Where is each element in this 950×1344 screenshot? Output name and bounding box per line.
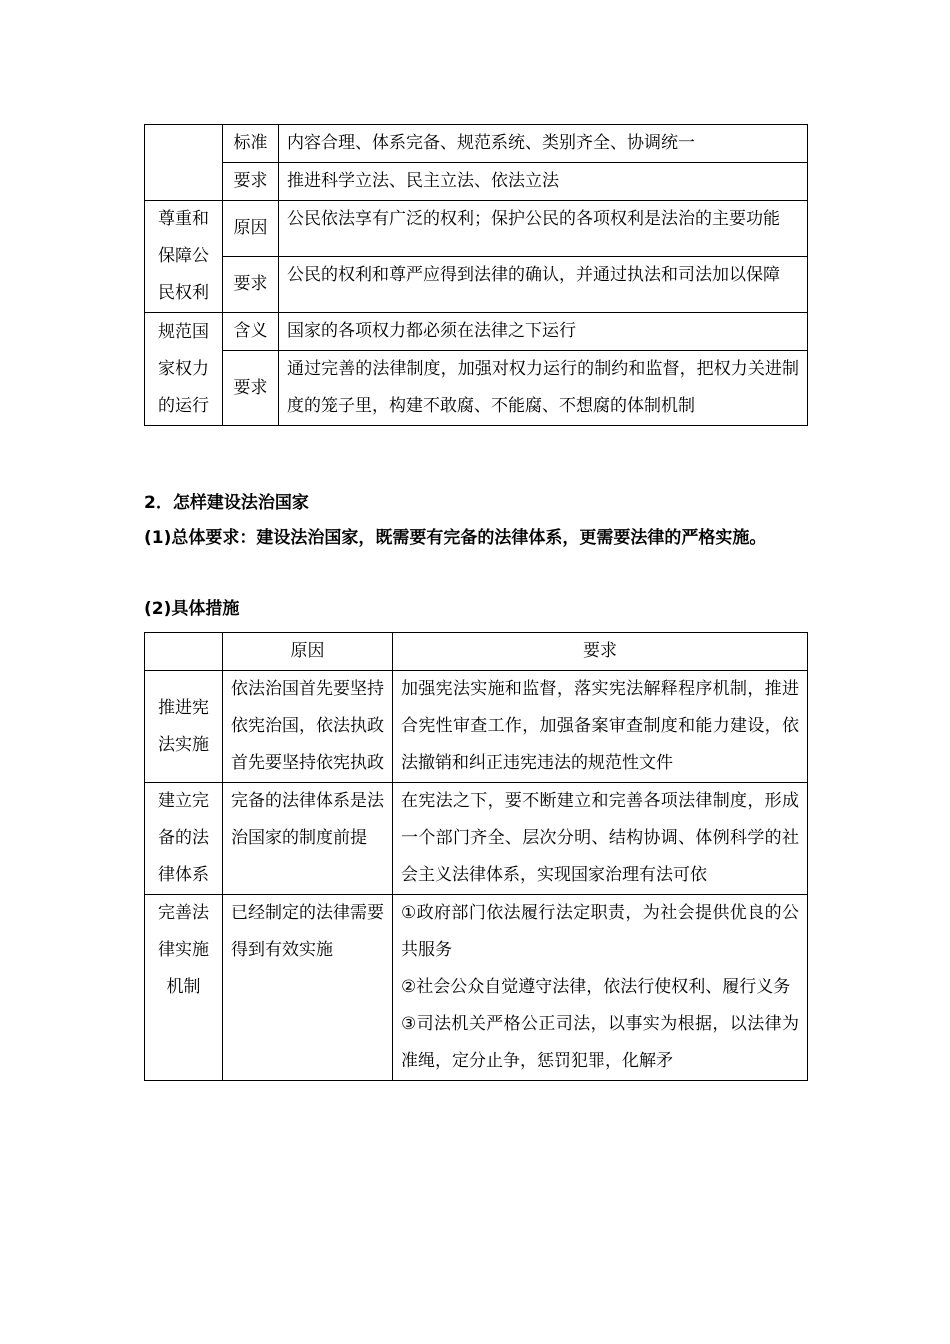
value-cell: 公民的权利和尊严应得到法律的确认，并通过执法和司法加以保障 (279, 257, 808, 313)
table-row (145, 313, 808, 351)
table-row (145, 257, 808, 313)
group-cell: 规范国家权力的运行 (145, 313, 223, 426)
requirement-item: ③司法机关严格公正司法，以事实为根据，以法律为准绳，定分止争，惩罚犯罪，化解矛 (401, 1014, 799, 1071)
table-row (145, 783, 808, 895)
table-header-row (145, 633, 808, 671)
requirement-cell: 在宪法之下，要不断建立和完善各项法律制度，形成一个部门齐全、层次分明、结构协调、体例科学的社会主义法律体系，实现国家治理有法可依 (393, 783, 808, 895)
table-row (145, 351, 808, 426)
column-header (145, 633, 223, 671)
reason-cell: 依法治国首先要坚持依宪治国，依法执政首先要坚持依宪执政 (223, 671, 393, 783)
reason-cell: 完备的法律体系是法治国家的制度前提 (223, 783, 393, 895)
reason-cell: 已经制定的法律需要得到有效实施 (223, 895, 393, 1081)
requirement-cell (393, 895, 808, 1081)
specific-measures-label: (2)具体措施 (144, 599, 240, 619)
value-cell: 内容合理、体系完备、规范系统、类别齐全、协调统一 (279, 125, 808, 163)
requirement-cell: 加强宪法实施和监督，落实宪法解释程序机制，推进合宪性审查工作，加强备案审查制度和能力建设，依法撤销和纠正违宪违法的规范性文件 (393, 671, 808, 783)
group-cell-empty (145, 125, 223, 201)
column-header: 要求 (393, 633, 808, 671)
key-cell: 原因 (223, 201, 279, 257)
key-cell: 含义 (223, 313, 279, 351)
key-cell: 标准 (223, 125, 279, 163)
table-row (145, 125, 808, 163)
value-cell: 公民依法享有广泛的权利；保护公民的各项权利是法治的主要功能 (279, 201, 808, 257)
measure-cell: 完善法律实施机制 (145, 895, 223, 1081)
table-row (145, 163, 808, 201)
requirement-item: ②社会公众自觉遵守法律，依法行使权利、履行义务 (401, 977, 791, 997)
table-row (145, 671, 808, 783)
table-row (145, 201, 808, 257)
value-cell: 通过完善的法律制度，加强对权力运行的制约和监督，把权力关进制度的笼子里，构建不敢腐、不能腐、不想腐的体制机制 (279, 351, 808, 426)
table-measures (144, 632, 808, 1081)
key-cell: 要求 (223, 351, 279, 426)
section-heading: 2．怎样建设法治国家 (144, 493, 309, 513)
value-cell: 国家的各项权力都必须在法律之下运行 (279, 313, 808, 351)
measure-cell: 推进宪法实施 (145, 671, 223, 783)
requirement-item: ①政府部门依法履行法定职责，为社会提供优良的公共服务 (401, 903, 799, 960)
group-cell: 尊重和保障公民权利 (145, 201, 223, 313)
value-cell: 推进科学立法、民主立法、依法立法 (279, 163, 808, 201)
key-cell: 要求 (223, 163, 279, 201)
key-cell: 要求 (223, 257, 279, 313)
table-rights-power (144, 124, 808, 426)
table-row (145, 895, 808, 1081)
measure-cell: 建立完备的法律体系 (145, 783, 223, 895)
column-header: 原因 (223, 633, 393, 671)
overall-requirement-paragraph: (1)总体要求：建设法治国家，既需要有完备的法律体系，更需要法律的严格实施。 (144, 528, 767, 548)
